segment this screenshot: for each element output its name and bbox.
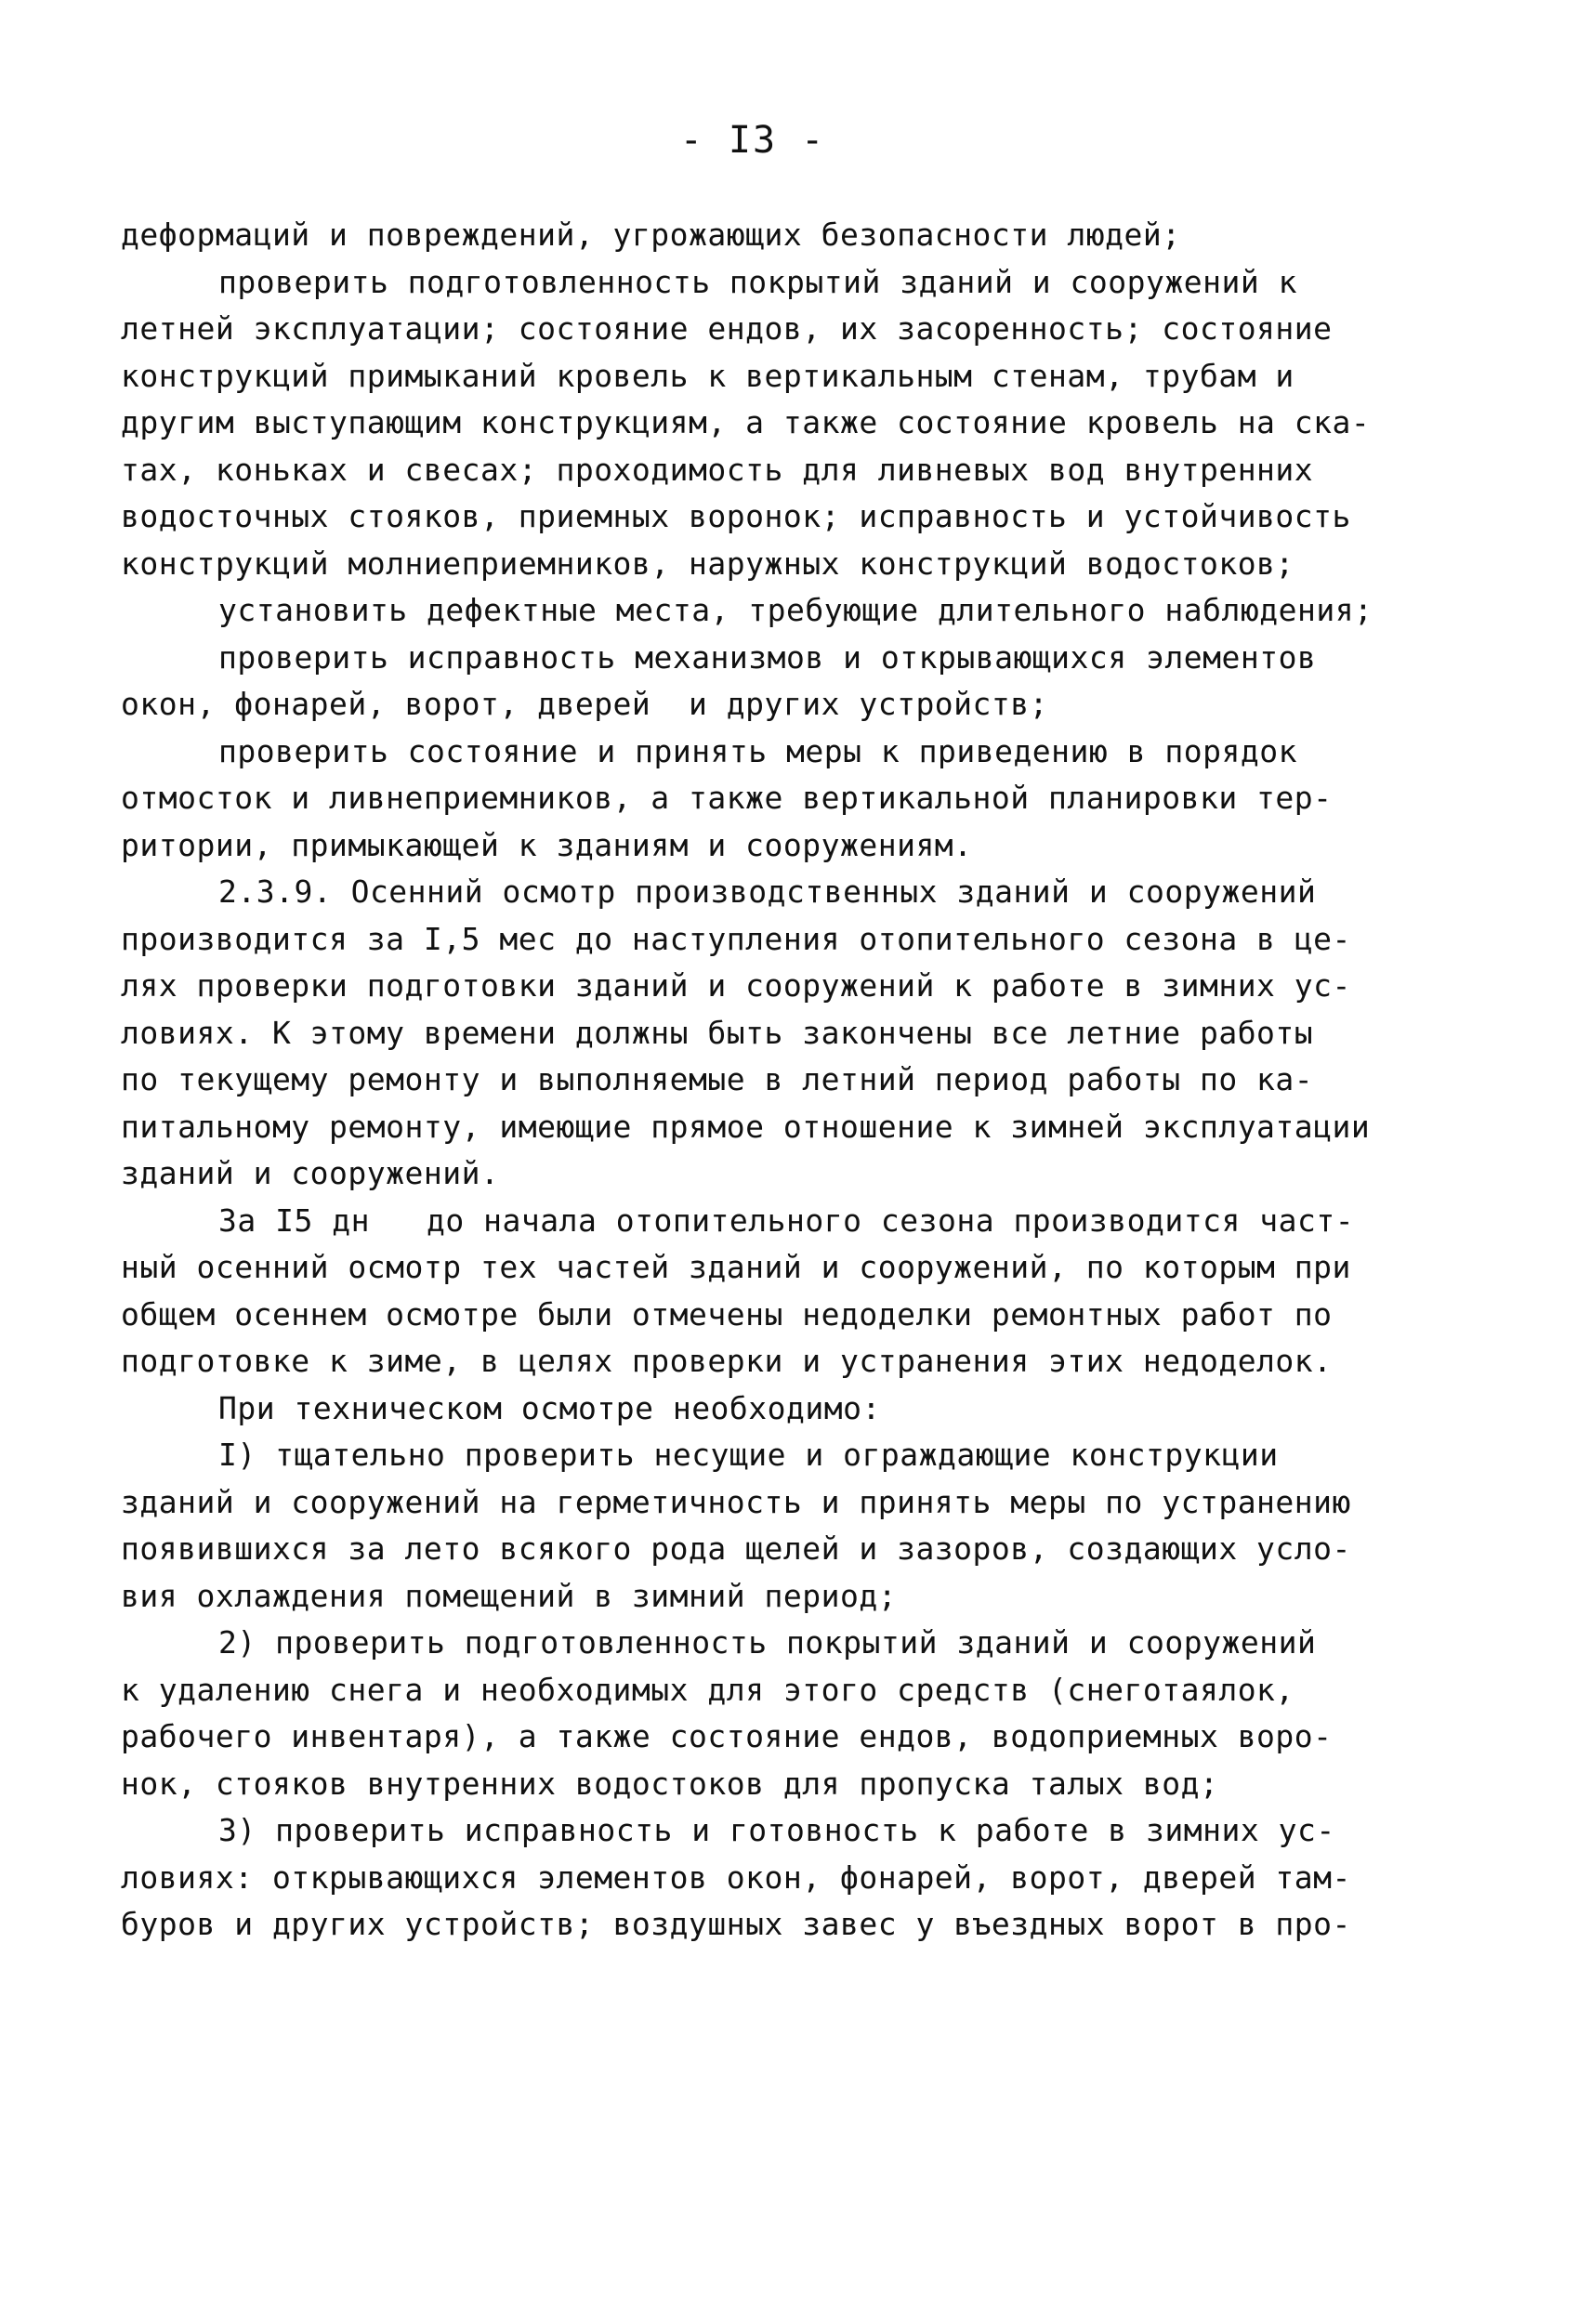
text-line: питальному ремонту, имеющие прямое отношение к зимней эксплуатации bbox=[121, 1108, 1371, 1145]
text-line: зданий и сооружений на герметичность и принять меры по устранению bbox=[121, 1483, 1351, 1520]
text-line: к удалению снега и необходимых для этого средств (снеготаялок, bbox=[121, 1671, 1294, 1708]
text-line: При техническом осмотре необходимо: bbox=[218, 1389, 881, 1426]
text-line: 2) проверить подготовленность покрытий зданий и сооружений bbox=[218, 1624, 1317, 1661]
text-line: деформаций и повреждений, угрожающих безопасности людей; bbox=[121, 217, 1181, 253]
text-line: производится за I,5 мес до наступления отопительного сезона в це- bbox=[121, 920, 1351, 957]
text-line: общем осеннем осмотре были отмечены недоделки ремонтных работ по bbox=[121, 1295, 1333, 1333]
text-line: зданий и сооружений. bbox=[121, 1155, 500, 1191]
text-line: рабочего инвентаря), а также состояние ендов, водоприемных воро- bbox=[121, 1718, 1333, 1754]
text-line: установить дефектные места, требующие длительного наблюдения; bbox=[218, 592, 1373, 628]
text-line: ный осенний осмотр тех частей зданий и сооружений, по которым при bbox=[121, 1249, 1351, 1285]
text-line: ритории, примыкающей к зданиям и сооружениям. bbox=[121, 826, 973, 863]
text-line: проверить подготовленность покрытий зданий и сооружений к bbox=[218, 263, 1297, 300]
page-number: - I3 - bbox=[679, 119, 826, 162]
text-line: проверить состояние и принять меры к приведению в порядок bbox=[218, 732, 1297, 769]
text-line: нок, стояков внутренних водостоков для пропуска талых вод; bbox=[121, 1765, 1219, 1802]
text-line: летней эксплуатации; состояние ендов, их засоренность; состояние bbox=[121, 310, 1333, 347]
text-line: буров и других устройств; воздушных завес у въездных ворот в про- bbox=[121, 1906, 1351, 1942]
text-line: 2.3.9. Осенний осмотр производственных зданий и сооружений bbox=[218, 873, 1317, 910]
document-body bbox=[121, 212, 1422, 1949]
text-line: вия охлаждения помещений в зимний период; bbox=[121, 1577, 898, 1614]
text-line: лях проверки подготовки зданий и сооружений к работе в зимних ус- bbox=[121, 967, 1351, 1004]
text-line: тах, коньках и свесах; проходимость для ливневых вод внутренних bbox=[121, 451, 1314, 488]
text-line: ловиях: открывающихся элементов окон, фонарей, ворот, дверей там- bbox=[121, 1858, 1351, 1896]
text-line: подготовке к зиме, в целях проверки и устранения этих недоделок. bbox=[121, 1343, 1333, 1379]
text-line: появившихся за лето всякого рода щелей и зазоров, создающих усло- bbox=[121, 1530, 1351, 1567]
text-line: по текущему ремонту и выполняемые в летний период работы по ка- bbox=[121, 1061, 1314, 1097]
text-line: конструкций молниеприемников, наружных конструкций водостоков; bbox=[121, 545, 1294, 582]
text-line: водосточных стояков, приемных воронок; исправность и устойчивость bbox=[121, 498, 1351, 534]
text-line: конструкций примыканий кровель к вертикальным стенам, трубам и bbox=[121, 357, 1294, 394]
text-line: ловиях. К этому времени должны быть закончены все летние работы bbox=[121, 1014, 1314, 1051]
text-line: проверить исправность механизмов и открывающихся элементов bbox=[218, 638, 1317, 676]
text-line: окон, фонарей, ворот, дверей и других устройств; bbox=[121, 686, 1049, 722]
text-line: За I5 дн до начала отопительного сезона производится част- bbox=[218, 1201, 1355, 1239]
text-line: отмосток и ливнеприемников, а также вертикальной планировки тер- bbox=[121, 780, 1333, 816]
text-line: другим выступающим конструкциям, а также состояние кровель на ска- bbox=[121, 404, 1371, 440]
text-line: 3) проверить исправность и готовность к работе в зимних ус- bbox=[218, 1812, 1335, 1848]
text-line: I) тщательно проверить несущие и ограждающие конструкции bbox=[218, 1437, 1279, 1473]
